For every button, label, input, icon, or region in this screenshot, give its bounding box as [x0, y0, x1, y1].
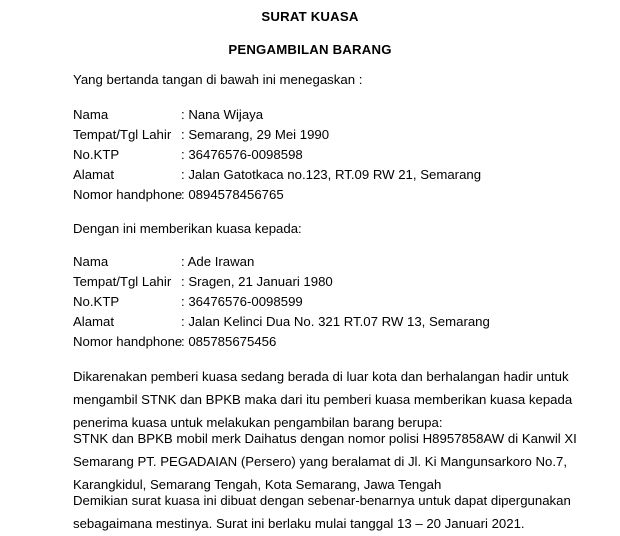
items-line: STNK dan BPKB mobil merk Daihatus dengan nomor polisi H8957858AW di Kanwil XI: [73, 431, 577, 446]
grantee-birth-value: : Sragen, 21 Januari 1980: [181, 274, 333, 289]
grantor-ktp-value: : 36476576-0098598: [181, 147, 303, 162]
grantor-name-label: Nama: [73, 107, 109, 122]
grantee-birth-label: Tempat/Tgl Lahir: [73, 274, 172, 289]
reason-line: mengambil STNK dan BPKB maka dari itu pemberi kuasa memberikan kuasa kepada: [73, 392, 573, 407]
grantor-phone-label: Nomor handphone: [73, 187, 183, 202]
grantee-name-value: : Ade Irawan: [181, 254, 255, 269]
grantor-address-label: Alamat: [73, 167, 115, 182]
grantee-address-label: Alamat: [73, 314, 115, 329]
grantor-address-value: : Jalan Gatotkaca no.123, RT.09 RW 21, Semarang: [181, 167, 482, 182]
grantor-phone-value: : 0894578456765: [181, 187, 284, 202]
items-paragraph: [73, 427, 577, 496]
closing-line: sebagaimana mestinya. Surat ini berlaku mulai tanggal 13 – 20 Januari 2021.: [73, 516, 525, 531]
grantee-name-label: Nama: [73, 254, 109, 269]
grantor-ktp-label: No.KTP: [73, 147, 120, 162]
intro-text: Yang bertanda tangan di bawah ini menegaskan :: [73, 72, 363, 87]
reason-line: Dikarenakan pemberi kuasa sedang berada di luar kota dan berhalangan hadir untuk: [73, 369, 569, 384]
closing-paragraph: [73, 489, 571, 535]
grantee-phone-value: : 085785675456: [181, 334, 277, 349]
reason-paragraph: [73, 365, 573, 434]
grantee-phone-label: Nomor handphone: [73, 334, 183, 349]
grantor-birth-value: : Semarang, 29 Mei 1990: [181, 127, 330, 142]
grantor-birth-label: Tempat/Tgl Lahir: [73, 127, 172, 142]
grantee-ktp-label: No.KTP: [73, 294, 120, 309]
grantor-name-value: : Nana Wijaya: [181, 107, 264, 122]
reason-line: penerima kuasa untuk melakukan pengambilan barang berupa:: [73, 415, 443, 430]
document-title: SURAT KUASA: [261, 9, 359, 24]
document-subtitle: PENGAMBILAN BARANG: [228, 42, 392, 57]
grantee-address-value: : Jalan Kelinci Dua No. 321 RT.07 RW 13, Semarang: [181, 314, 490, 329]
grantee-ktp-value: : 36476576-0098599: [181, 294, 303, 309]
items-line: Semarang PT. PEGADAIAN (Persero) yang beralamat di Jl. Ki Mangunsarkoro No.7,: [73, 454, 568, 469]
closing-line: Demikian surat kuasa ini dibuat dengan sebenar-benarnya untuk dapat dipergunakan: [73, 493, 571, 508]
grant-intro-text: Dengan ini memberikan kuasa kepada:: [73, 221, 302, 236]
items-line: Karangkidul, Semarang Tengah, Kota Semarang, Jawa Tengah: [73, 477, 442, 492]
